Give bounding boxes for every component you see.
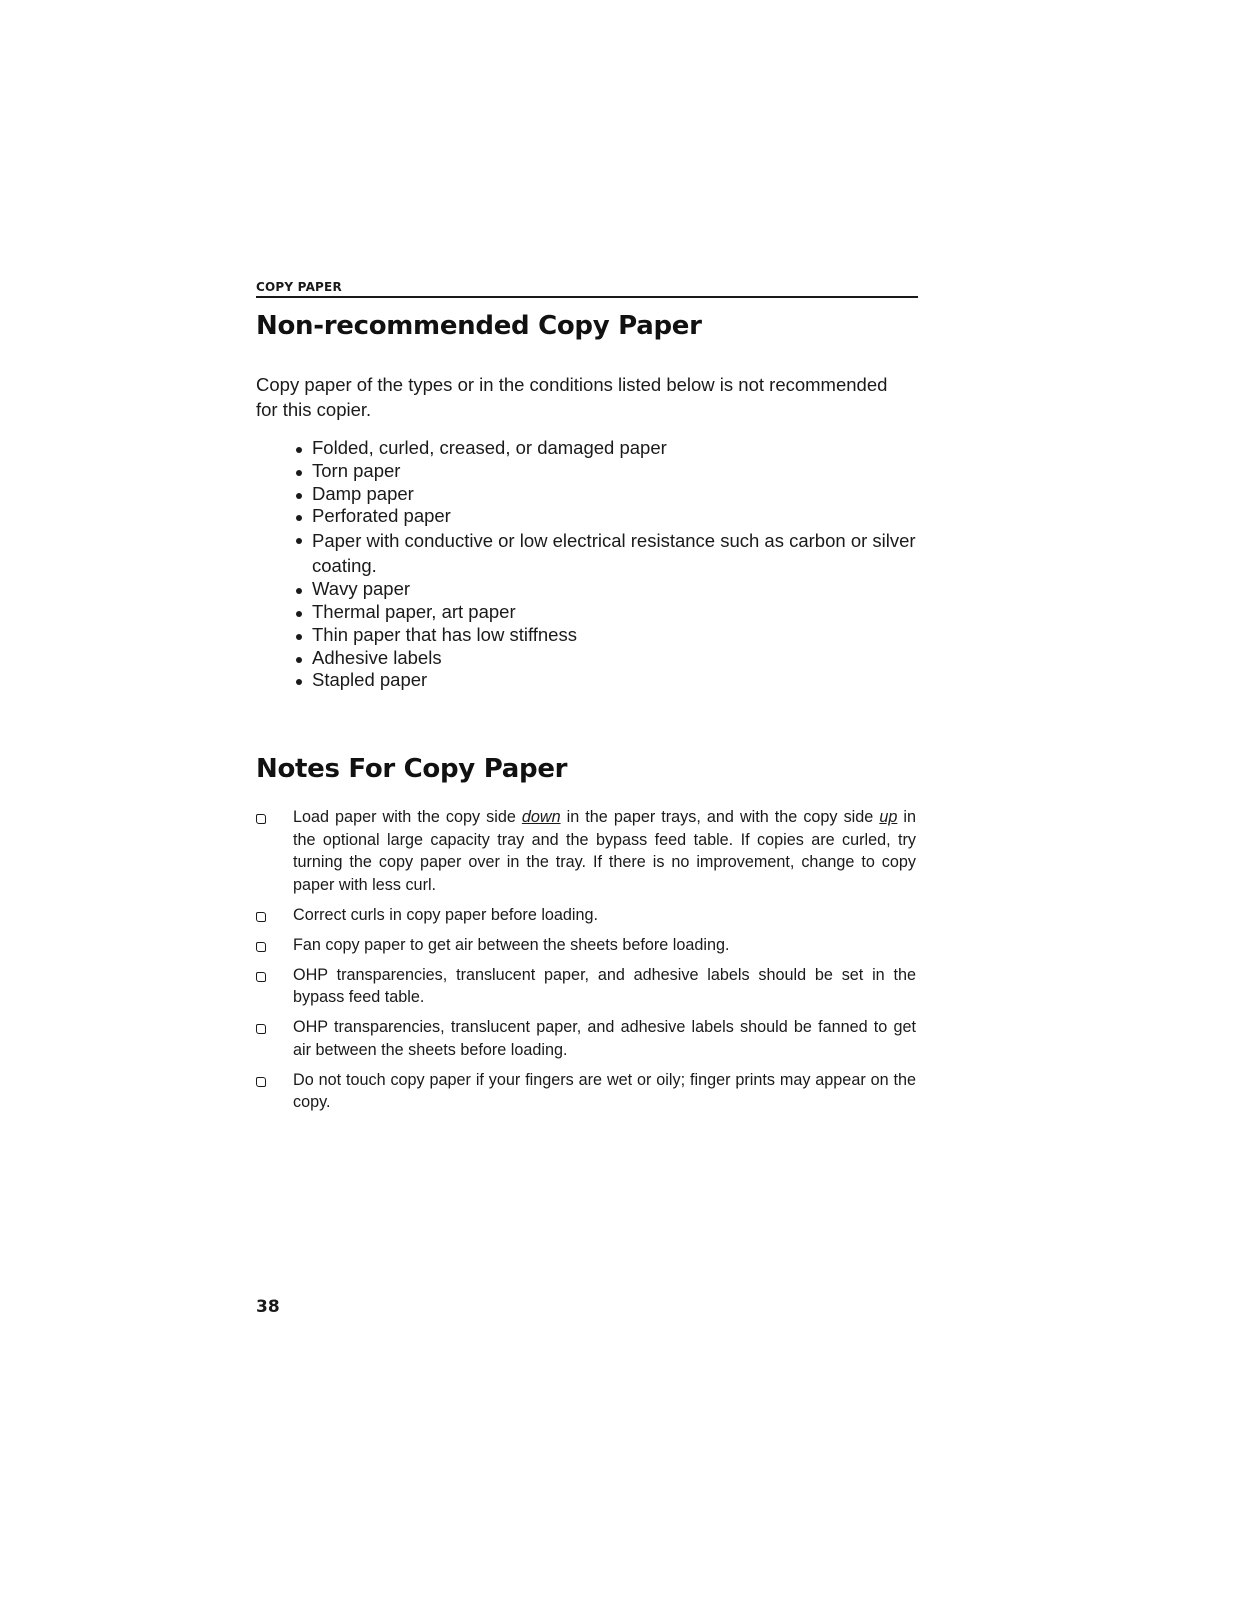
bullet-icon <box>296 657 302 663</box>
note-item: Fan copy paper to get air between the sheets before loading. <box>256 934 916 957</box>
checkbox-square-icon <box>256 972 266 982</box>
list-item: Paper with conductive or low electrical resistance such as carbon or silver coating. <box>296 528 916 578</box>
checkbox-square-icon <box>256 942 266 952</box>
bullet-icon <box>296 634 302 640</box>
list-item: Thin paper that has low stiffness <box>296 624 916 647</box>
bullet-icon <box>296 588 302 594</box>
note-item: OHP transparencies, translucent paper, and adhesive labels should be fanned to get air between the sheets before loading. <box>256 1016 916 1061</box>
list-item: Perforated paper <box>296 505 916 528</box>
running-head: COPY PAPER <box>256 280 918 298</box>
list-item: Folded, curled, creased, or damaged paper <box>296 437 916 460</box>
bullet-icon <box>296 493 302 499</box>
note-item: Do not touch copy paper if your fingers are wet or oily; finger prints may appear on the copy. <box>256 1069 916 1114</box>
list-item: Torn paper <box>296 460 916 483</box>
note-item: Load paper with the copy side down in the paper trays, and with the copy side up in the optional large capacity tray and the bypass feed table. If copies are curled, try turning the copy paper over in the tray. If there is no improvement, change to copy paper with less curl. <box>256 806 916 896</box>
page-number: 38 <box>256 1297 280 1317</box>
checkbox-square-icon <box>256 1077 266 1087</box>
bullet-icon <box>296 679 302 685</box>
note-item: OHP transparencies, translucent paper, and adhesive labels should be set in the bypass feed table. <box>256 964 916 1009</box>
emphasis-up: up <box>879 808 898 826</box>
bullet-icon <box>296 538 302 544</box>
non-recommended-list <box>296 437 916 692</box>
list-item: Damp paper <box>296 483 916 506</box>
checkbox-square-icon <box>256 912 266 922</box>
note-item: Correct curls in copy paper before loading. <box>256 904 916 927</box>
bullet-icon <box>296 447 302 453</box>
intro-paragraph: Copy paper of the types or in the conditions listed below is not recommended for this copier. <box>256 374 888 420</box>
checkbox-square-icon <box>256 1024 266 1034</box>
bullet-icon <box>296 515 302 521</box>
list-item: Stapled paper <box>296 669 916 692</box>
list-item: Adhesive labels <box>296 647 916 670</box>
section-title-non-recommended: Non-recommended Copy Paper <box>256 311 702 341</box>
bullet-icon <box>296 611 302 617</box>
list-item: Thermal paper, art paper <box>296 601 916 624</box>
notes-list <box>256 806 916 1121</box>
checkbox-square-icon <box>256 814 266 824</box>
emphasis-down: down <box>521 808 561 826</box>
section-title-notes: Notes For Copy Paper <box>256 754 568 784</box>
list-item: Wavy paper <box>296 578 916 601</box>
bullet-icon <box>296 470 302 476</box>
